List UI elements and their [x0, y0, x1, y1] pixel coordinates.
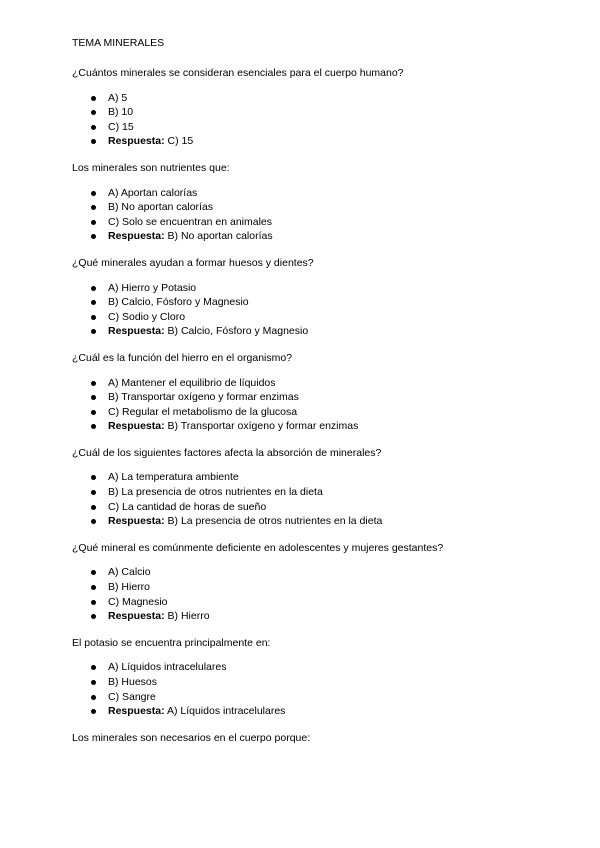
option-text: B) Transportar oxígeno y formar enzimas	[108, 391, 299, 404]
option-text: B) La presencia de otros nutrientes en la dieta	[108, 486, 323, 499]
bullet-icon	[91, 286, 96, 291]
question-text: ¿Qué minerales ayudan a formar huesos y dientes?	[72, 256, 314, 269]
bullet-icon	[91, 475, 96, 480]
answer-text: B) Hierro	[164, 610, 210, 623]
answer-label: Respuesta:	[108, 610, 165, 623]
answer-label: Respuesta:	[108, 230, 165, 243]
bullet-icon	[91, 220, 96, 225]
option-text: A) Hierro y Potasio	[108, 281, 197, 294]
option-item	[89, 675, 532, 690]
option-item	[89, 376, 532, 391]
question-2	[72, 161, 532, 244]
option-item	[89, 105, 532, 120]
answer-label: Respuesta:	[108, 325, 165, 338]
question-text: ¿Cuántos minerales se consideran esenciales para el cuerpo humano?	[72, 67, 404, 79]
option-text: B) Calcio, Fósforo y Magnesio	[108, 296, 249, 309]
option-item	[89, 595, 532, 610]
bullet-icon	[91, 600, 96, 605]
option-text: A) 5	[108, 91, 128, 104]
answer-label: Respuesta:	[108, 515, 165, 528]
option-item	[89, 690, 532, 705]
option-text: C) La cantidad de horas de sueño	[108, 500, 267, 513]
option-item	[89, 660, 532, 675]
answer-item	[89, 229, 532, 244]
bullet-icon	[91, 614, 96, 619]
question-text: Los minerales son necesarios en el cuerpo porque:	[72, 731, 311, 744]
bullet-icon	[91, 96, 96, 101]
answer-text: B) Calcio, Fósforo y Magnesio	[164, 325, 309, 338]
option-item	[89, 485, 532, 500]
bullet-icon	[91, 139, 96, 144]
option-text: C) Magnesio	[108, 595, 168, 608]
bullet-icon	[91, 490, 96, 495]
option-list	[72, 281, 532, 339]
option-item	[89, 91, 532, 106]
bullet-icon	[91, 695, 96, 700]
bullet-icon	[91, 665, 96, 670]
option-item	[89, 580, 532, 595]
bullet-icon	[91, 234, 96, 239]
bullet-icon	[91, 125, 96, 130]
bullet-icon	[91, 680, 96, 685]
bullet-icon	[91, 395, 96, 400]
answer-text: A) Líquidos intracelulares	[164, 705, 286, 718]
option-item	[89, 405, 532, 420]
option-list	[72, 376, 532, 434]
option-list	[72, 660, 532, 718]
bullet-icon	[91, 300, 96, 305]
bullet-icon	[91, 205, 96, 210]
option-item	[89, 295, 532, 310]
bullet-icon	[91, 191, 96, 196]
option-item	[89, 470, 532, 485]
bullet-icon	[91, 570, 96, 575]
option-item	[89, 281, 532, 296]
option-list	[72, 565, 532, 623]
option-text: B) 10	[108, 106, 134, 119]
answer-item	[89, 704, 532, 719]
question-5	[72, 446, 532, 529]
option-item	[89, 215, 532, 230]
option-text: C) Solo se encuentran en animales	[108, 215, 273, 228]
bullet-icon	[91, 410, 96, 415]
answer-text: B) La presencia de otros nutrientes en la dieta	[164, 515, 383, 528]
question-list	[72, 66, 532, 755]
option-item	[89, 186, 532, 201]
option-item	[89, 390, 532, 405]
option-text: C) Sangre	[108, 690, 156, 703]
question-text: El potasio se encuentra principalmente en:	[72, 636, 271, 649]
question-8	[72, 731, 532, 746]
option-text: B) Huesos	[108, 676, 158, 688]
option-list	[72, 91, 532, 149]
answer-label: Respuesta:	[108, 705, 165, 718]
question-text: ¿Qué mineral es comúnmente deficiente en adolescentes y mujeres gestantes?	[72, 541, 444, 554]
option-text: B) Hierro	[108, 581, 151, 594]
answer-item	[89, 514, 532, 529]
bullet-icon	[91, 709, 96, 714]
bullet-icon	[91, 110, 96, 115]
option-item	[89, 500, 532, 515]
question-6	[72, 541, 532, 624]
bullet-icon	[91, 505, 96, 510]
question-text: ¿Cuál es la función del hierro en el organismo?	[72, 351, 293, 364]
question-text: ¿Cuál de los siguientes factores afecta la absorción de minerales?	[72, 446, 382, 459]
option-text: C) Sodio y Cloro	[108, 310, 186, 323]
option-item	[89, 565, 532, 580]
option-item	[89, 200, 532, 215]
bullet-icon	[91, 329, 96, 334]
option-text: B) No aportan calorías	[108, 201, 214, 214]
answer-text: B) Transportar oxígeno y formar enzimas	[164, 420, 359, 433]
bullet-icon	[91, 381, 96, 386]
answer-label: Respuesta:	[108, 135, 165, 148]
question-4	[72, 351, 532, 434]
document-title: TEMA MINERALES	[72, 37, 165, 49]
option-text: A) Mantener el equilibrio de líquidos	[108, 376, 276, 389]
question-1	[72, 66, 532, 149]
option-text: A) Calcio	[108, 566, 151, 579]
option-text: C) Regular el metabolismo de la glucosa	[108, 405, 298, 418]
question-7	[72, 636, 532, 719]
option-item	[89, 310, 532, 325]
option-text: A) Aportan calorías	[108, 186, 198, 199]
bullet-icon	[91, 315, 96, 320]
answer-text: B) No aportan calorías	[164, 230, 273, 243]
option-text: C) 15	[108, 120, 134, 133]
answer-item	[89, 609, 532, 624]
bullet-icon	[91, 585, 96, 590]
answer-text: C) 15	[164, 135, 194, 148]
question-3	[72, 256, 532, 339]
option-text: A) La temperatura ambiente	[108, 471, 239, 484]
bullet-icon	[91, 424, 96, 429]
option-list	[72, 186, 532, 244]
answer-item	[89, 324, 532, 339]
option-list	[72, 470, 532, 528]
option-text: A) Líquidos intracelulares	[108, 661, 227, 674]
bullet-icon	[91, 519, 96, 524]
answer-label: Respuesta:	[108, 420, 165, 433]
option-item	[89, 120, 532, 135]
question-text: Los minerales son nutrientes que:	[72, 161, 230, 174]
answer-item	[89, 419, 532, 434]
answer-item	[89, 134, 532, 149]
